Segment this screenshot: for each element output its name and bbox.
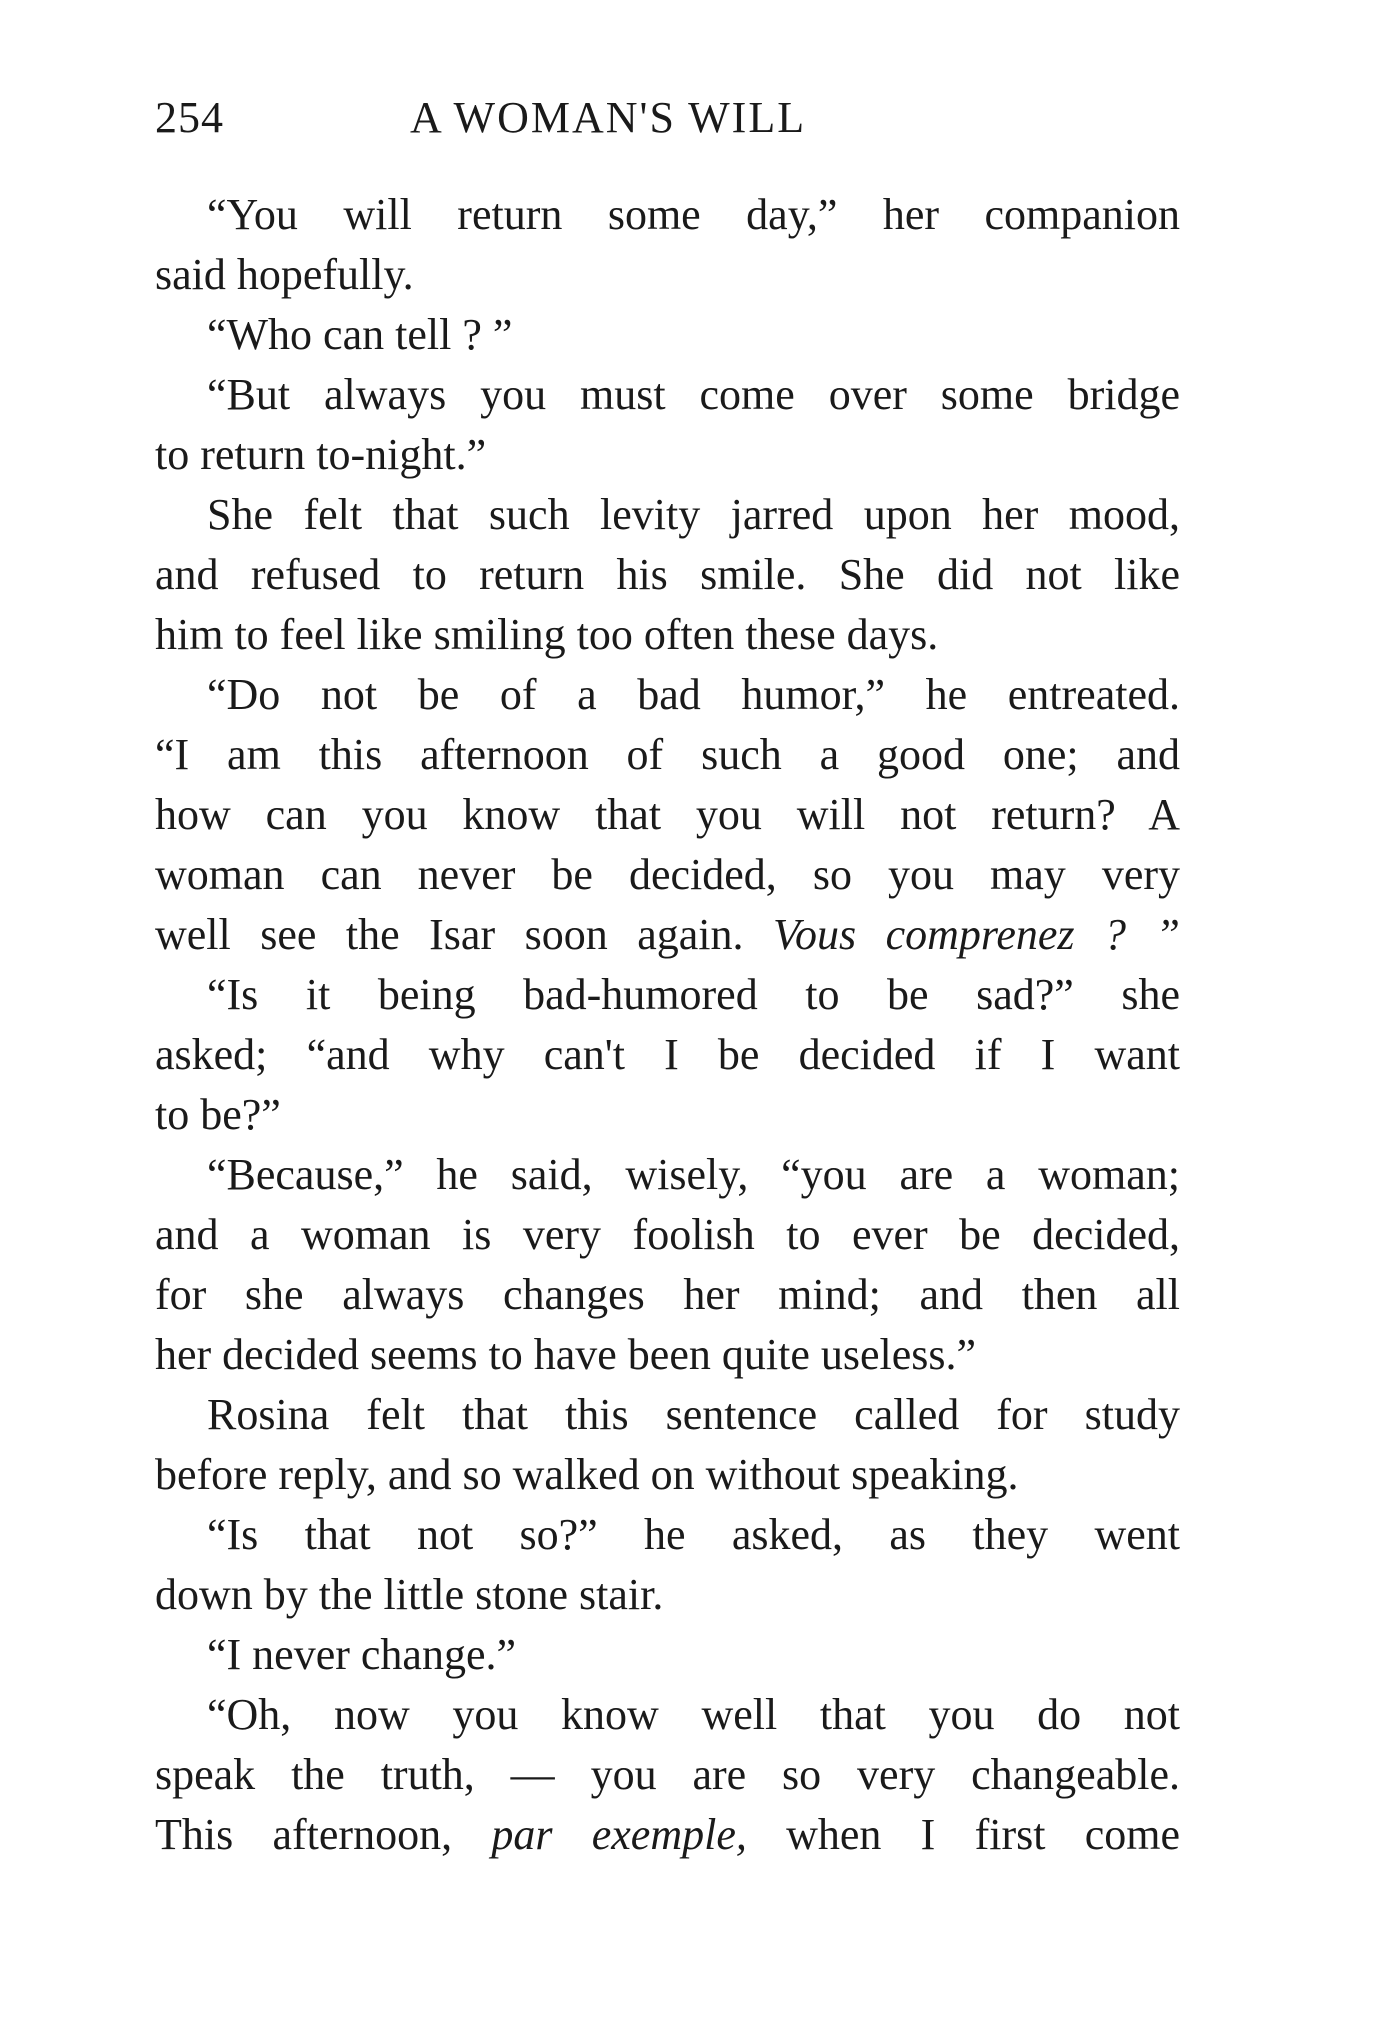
text-line: him to feel like smiling too often these days. bbox=[155, 610, 939, 659]
text-line: “Oh, now you know well that you do not bbox=[207, 1690, 1180, 1739]
text-line: to be?” bbox=[155, 1090, 281, 1139]
text-line: asked; “and why can't I be decided if I want bbox=[155, 1030, 1180, 1079]
italic-phrase: Vous comprenez ? ” bbox=[772, 910, 1180, 959]
text-line: “You will return some day,” her companion bbox=[207, 190, 1180, 239]
text-line: “I am this afternoon of such a good one; and bbox=[155, 730, 1180, 779]
text-line: “Is it being bad-humored to be sad?” she bbox=[207, 970, 1180, 1019]
text-line: and refused to return his smile. She did not like bbox=[155, 550, 1180, 599]
text-segment: when I first come bbox=[786, 1810, 1181, 1859]
text-line: her decided seems to have been quite useless.” bbox=[155, 1330, 977, 1379]
text-line: before reply, and so walked on without speaking. bbox=[155, 1450, 1019, 1499]
text-segment: well see the Isar soon again. bbox=[155, 910, 744, 959]
text-line bbox=[155, 905, 1180, 965]
text-line: “Who can tell ? ” bbox=[207, 310, 513, 359]
text-line: how can you know that you will not return? A bbox=[155, 790, 1180, 839]
text-line: “I never change.” bbox=[207, 1630, 517, 1679]
text-line: “But always you must come over some bridge bbox=[207, 370, 1180, 419]
text-line: speak the truth, — you are so very changeable. bbox=[155, 1750, 1180, 1799]
text-line: “Because,” he said, wisely, “you are a woman; bbox=[207, 1150, 1180, 1199]
text-line: She felt that such levity jarred upon her mood, bbox=[207, 490, 1180, 539]
text-line: “Do not be of a bad humor,” he entreated. bbox=[207, 670, 1180, 719]
text-line: to return to-night.” bbox=[155, 430, 487, 479]
page-number: 254 bbox=[155, 93, 224, 142]
text-line bbox=[155, 1805, 1180, 1865]
italic-phrase: par exemple, bbox=[491, 1810, 747, 1859]
text-line: woman can never be decided, so you may very bbox=[155, 850, 1180, 899]
text-line: Rosina felt that this sentence called for study bbox=[207, 1390, 1180, 1439]
text-segment: This afternoon, bbox=[155, 1810, 453, 1859]
body-text bbox=[155, 185, 1180, 1865]
text-line: for she always changes her mind; and then all bbox=[155, 1270, 1180, 1319]
text-line: “Is that not so?” he asked, as they went bbox=[207, 1510, 1180, 1559]
page-header bbox=[155, 92, 1180, 152]
text-line: and a woman is very foolish to ever be decided, bbox=[155, 1210, 1180, 1259]
running-head: A WOMAN'S WILL bbox=[410, 93, 807, 142]
text-line: said hopefully. bbox=[155, 250, 414, 299]
text-line: down by the little stone stair. bbox=[155, 1570, 664, 1619]
